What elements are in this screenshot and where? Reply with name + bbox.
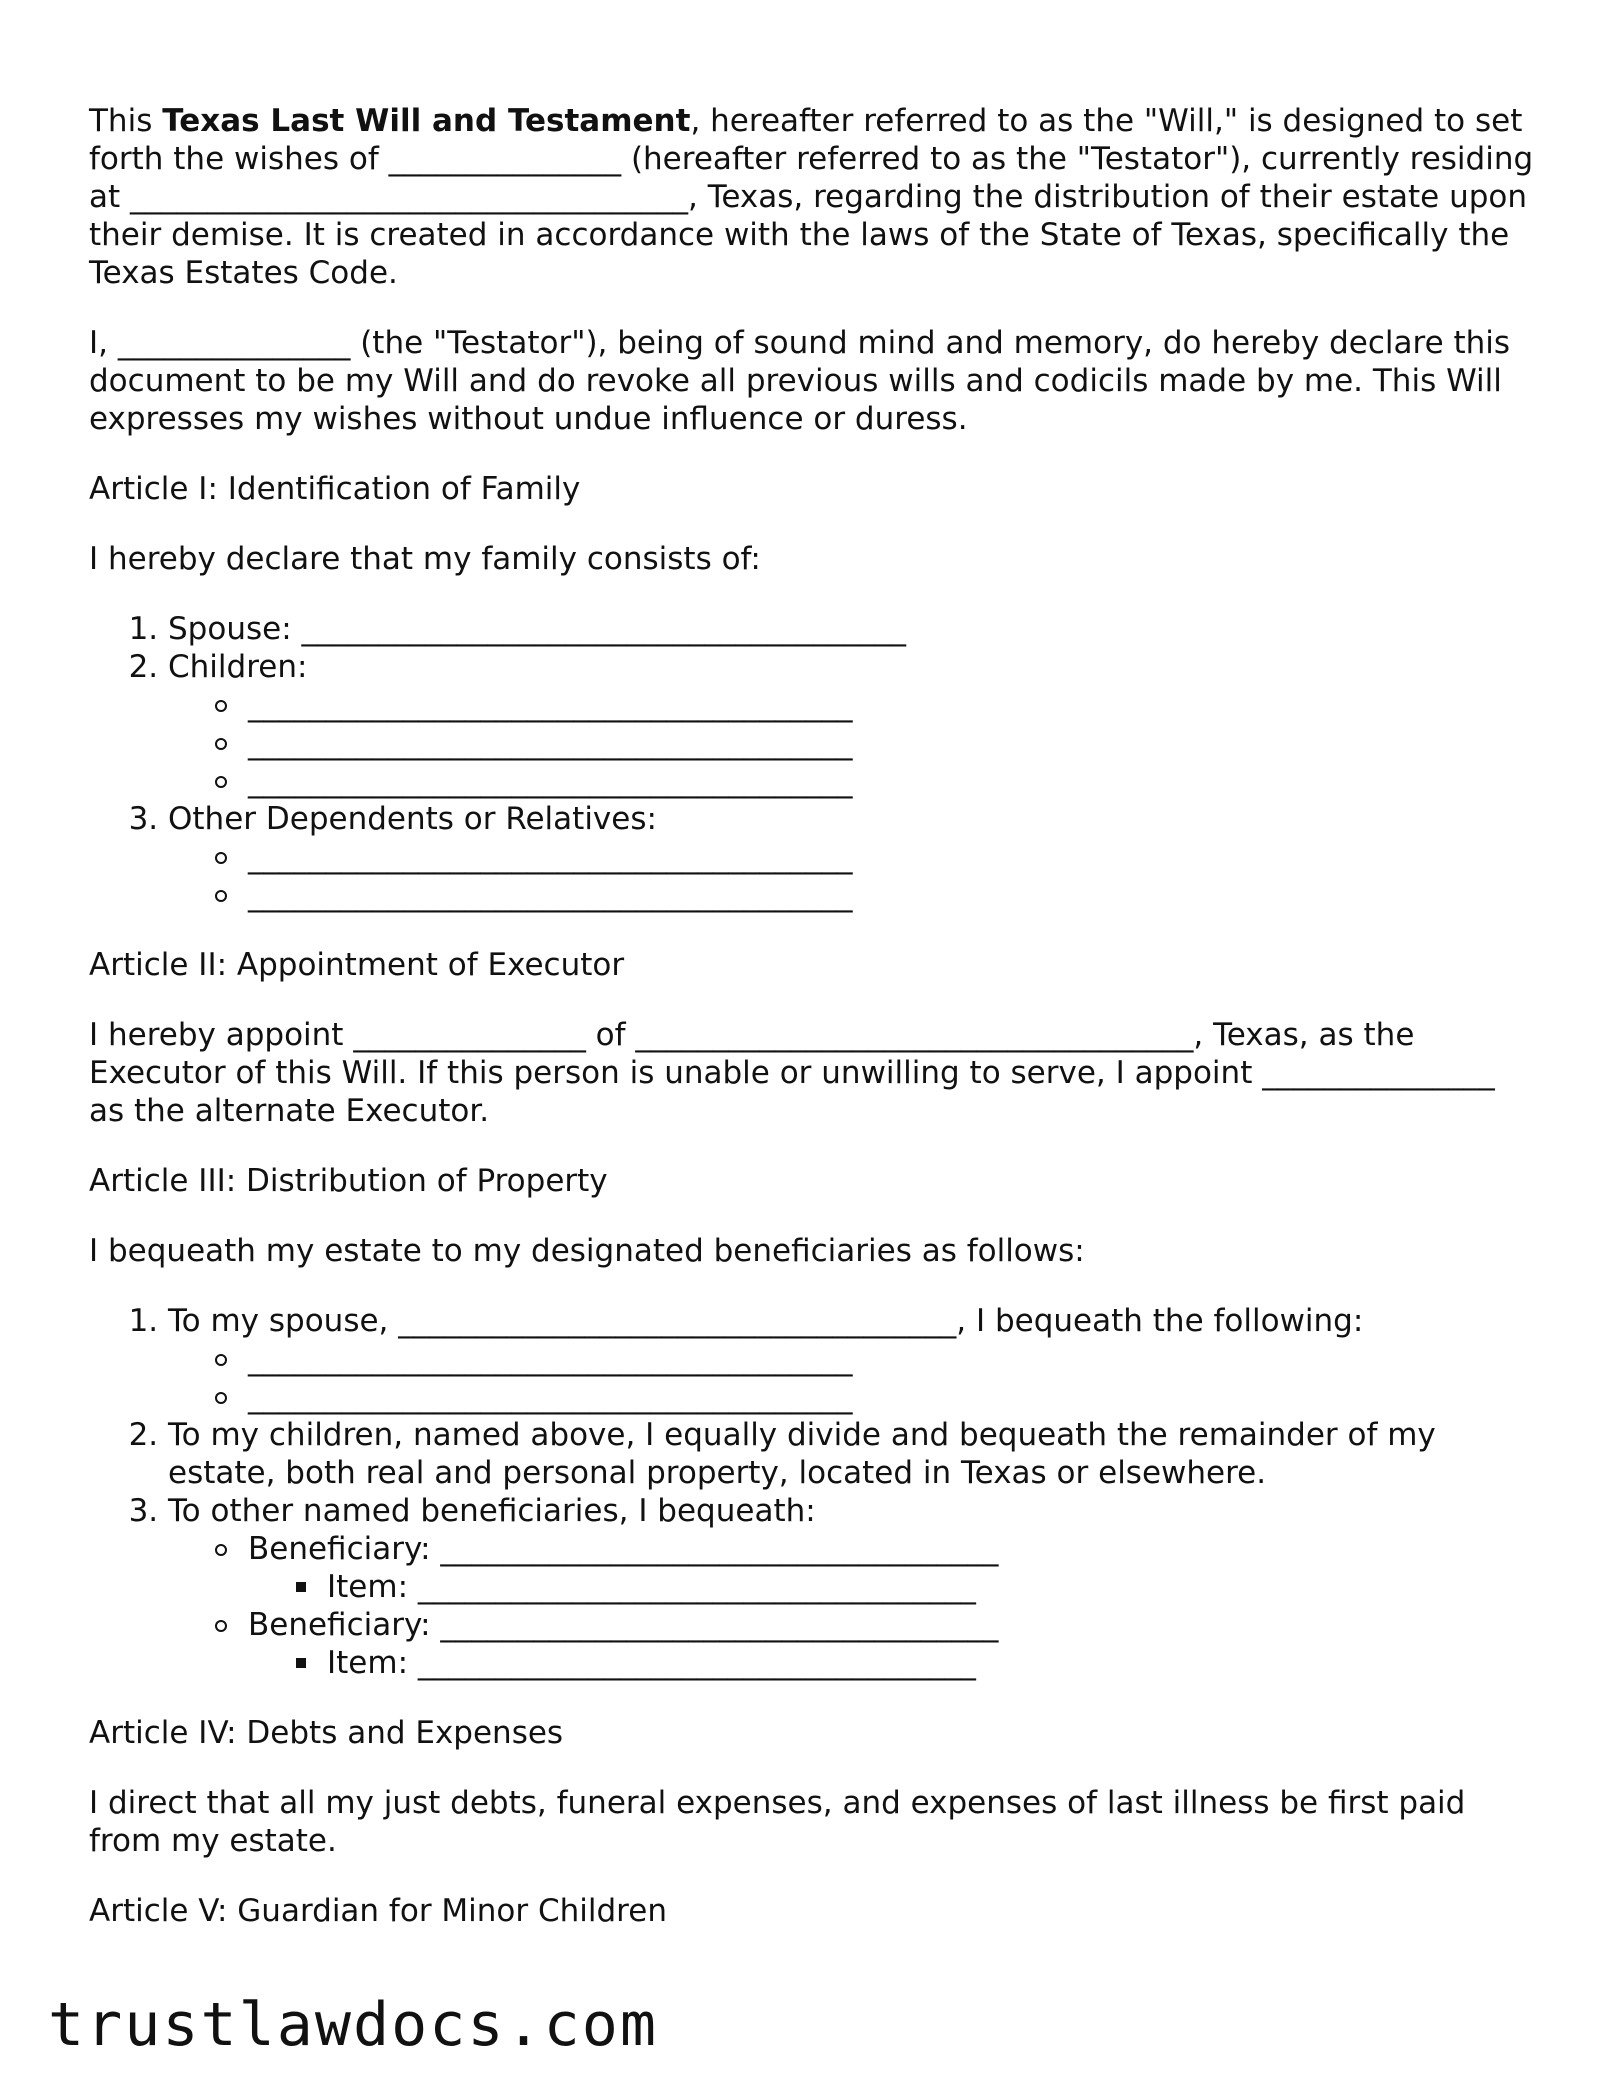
other-relatives-blanks	[168, 838, 1539, 914]
debts-paragraph: I direct that all my just debts, funeral expenses, and expenses of last illness be first paid from my estate.	[89, 1785, 1466, 1859]
beneficiary-entry	[248, 1530, 1539, 1606]
spouse-bequest-item	[168, 1302, 1539, 1416]
bequest-field[interactable]: _______________________________________	[248, 1378, 1539, 1416]
executor-paragraph: I hereby appoint _______________ of ____________________________________, Texas, as the Executor of this Will. If this person is unable or unwilling to serve, I appoint _______________ as the alternate Executor.	[89, 1017, 1495, 1129]
article-5-heading: Article V: Guardian for Minor Children	[89, 1893, 667, 1929]
beneficiary-field[interactable]: Beneficiary: ____________________________________	[248, 1531, 999, 1567]
child-field[interactable]: _______________________________________	[248, 762, 1539, 800]
article-1-heading: Article I: Identification of Family	[89, 471, 581, 507]
article-4-heading: Article IV: Debts and Expenses	[89, 1715, 564, 1751]
document-title: Texas Last Will and Testament	[162, 103, 691, 139]
distribution-list	[89, 1302, 1539, 1682]
declaration-paragraph: I, _______________ (the "Testator"), being of sound mind and memory, do hereby declare this document to be my Will and do revoke all previous wills and codicils made by me. This Will expresses my wishes without undue influence or duress.	[89, 325, 1511, 437]
spouse-field[interactable]: Spouse: _______________________________________	[168, 611, 906, 647]
will-document	[89, 102, 1539, 1962]
spouse-bequest-text: To my spouse, ____________________________________, I bequeath the following:	[168, 1303, 1364, 1339]
item-field[interactable]: Item: ____________________________________	[327, 1568, 1539, 1606]
item-field[interactable]: Item: ____________________________________	[327, 1644, 1539, 1682]
beneficiary-items	[248, 1568, 1539, 1606]
children-bequest-item: 2. To my children, named above, I equally divide and bequeath the remainder of my estate, both real and personal property, located in Texas or elsewhere.	[168, 1416, 1539, 1492]
site-watermark: trustlawdocs.com	[48, 1990, 658, 2060]
spouse-item	[168, 610, 1539, 648]
beneficiary-list	[168, 1530, 1539, 1682]
beneficiary-entry	[248, 1606, 1539, 1682]
children-label: Children:	[168, 649, 308, 685]
bequest-field[interactable]: _______________________________________	[248, 1340, 1539, 1378]
article-1-intro: I hereby declare that my family consists of:	[89, 541, 761, 577]
article-2-heading: Article II: Appointment of Executor	[89, 947, 625, 983]
spouse-bequest-blanks	[168, 1340, 1539, 1416]
relative-field[interactable]: _______________________________________	[248, 876, 1539, 914]
family-list	[89, 610, 1539, 914]
other-relatives-item	[168, 800, 1539, 914]
intro-paragraph	[89, 102, 1539, 292]
beneficiary-field[interactable]: Beneficiary: ____________________________________	[248, 1607, 999, 1643]
intro-lead: This	[89, 103, 163, 139]
other-beneficiaries-text: To other named beneficiaries, I bequeath:	[168, 1493, 816, 1529]
relative-field[interactable]: _______________________________________	[248, 838, 1539, 876]
children-blanks	[168, 686, 1539, 800]
article-3-intro: I bequeath my estate to my designated beneficiaries as follows:	[89, 1233, 1085, 1269]
intro-text: , hereafter referred to as the "Will," is designed to set forth the wishes of _______________ (hereafter referred to as the "Testator"), currently residing at ____________________________________, Texas, regarding the distribution of their estate upon their demise. It is created in accordance with the laws of the State of Texas, specifically the Texas Estates Code.	[89, 103, 1534, 291]
other-beneficiaries-item	[168, 1492, 1539, 1682]
children-item	[168, 648, 1539, 800]
child-field[interactable]: _______________________________________	[248, 724, 1539, 762]
child-field[interactable]: _______________________________________	[248, 686, 1539, 724]
other-relatives-label: Other Dependents or Relatives:	[168, 801, 657, 837]
article-3-heading: Article III: Distribution of Property	[89, 1163, 608, 1199]
beneficiary-items	[248, 1644, 1539, 1682]
